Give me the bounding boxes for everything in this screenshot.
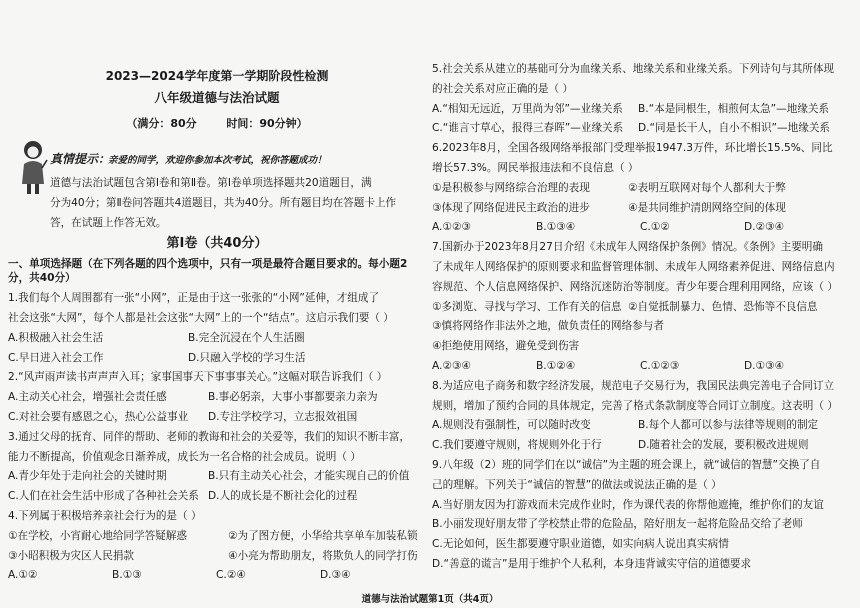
- choice-a: A.①②: [8, 569, 38, 582]
- statement-3: ③小昭积极为灾区人民捐款: [8, 549, 135, 562]
- intro-line: 分为40分；第Ⅱ卷问答题共4道题目，共为40分。所有题目均在答题卡上作: [50, 196, 397, 209]
- question-stem: 的社会关系对应正确的是（ ）: [432, 82, 574, 95]
- full-score: （满分：80分: [126, 117, 197, 130]
- option-c: C.无论如何，医生都要遵守职业道德，如实向病人说出真实病情: [432, 538, 729, 551]
- choice-d: D.②③④: [744, 221, 785, 234]
- option-c: C.早日进入社会工作: [8, 351, 104, 364]
- intro-paragraph: [8, 176, 426, 230]
- option-d: D.随着社会的发展，要积极改进规则: [638, 439, 809, 452]
- option-b: B.完全沉浸在个人生活圈: [188, 331, 305, 344]
- tip-row: [8, 144, 426, 170]
- option-c: C.我们要遵守规则，将规则外化于行: [432, 439, 602, 452]
- question-1: [8, 291, 426, 364]
- choice-b: B.①③: [112, 569, 142, 582]
- statement-1: ①是积极参与网络综合治理的表现: [432, 181, 590, 194]
- statement-4: ④拒绝使用网络，避免受到伤害: [432, 340, 580, 353]
- statement-2: ②表明互联网对每个人都利大于弊: [628, 181, 786, 194]
- option-b: B.小丽发现好朋友带了学校禁止带的危险品，陪好朋友一起将危险品交给了老师: [432, 518, 803, 531]
- choice-row: [8, 568, 426, 582]
- choice-c: C.②④: [216, 569, 246, 582]
- score-time-line: [8, 116, 426, 132]
- choice-row: [432, 220, 852, 234]
- intro-line: 答，在试题上作答无效。: [50, 216, 167, 229]
- question-stem: 5.社会关系从建立的基础可分为血缘关系、地缘关系和业缘关系。下列诗句与其所体现: [432, 63, 835, 75]
- question-stem: 增长57.3%。网民举报违法和不良信息（ ）: [432, 161, 639, 174]
- choice-c: C.①②③: [640, 359, 680, 372]
- choice-d: D.③④: [320, 569, 351, 582]
- option-b: B.“本是同根生，相煎何太急”—地缘关系: [638, 102, 830, 115]
- exam-time: 时间：90分钟）: [226, 117, 308, 130]
- section-instructions: 一、单项选择题（在下列各题的四个选项中，只有一项是最符合题目要求的。每小题2分，共40分）: [8, 258, 408, 285]
- option-b: B.只有主动关心社会，才能实现自己的价值: [208, 470, 410, 483]
- page-footer: 道德与法治试题第1页（共4页）: [361, 594, 499, 605]
- statement-2: ②自觉抵制暴力、色情、恐怖等不良信息: [628, 300, 818, 313]
- question-stem: 9.八年级（2）班的同学们在以“诚信”为主题的班会课上，就“诚信的智慧”交换了自: [432, 458, 821, 471]
- statement-4: ④小亮为帮助朋友，将欺负人的同学打伤: [228, 549, 418, 562]
- question-stem: 1.我们每个人周围都有一张“小网”，正是由于这一张张的“小网”延伸，才组成了: [8, 292, 380, 305]
- option-row: [432, 201, 852, 215]
- statement-3: ③体现了网络促进民主政治的进步: [432, 201, 590, 214]
- question-8: [432, 379, 852, 452]
- choice-a: A.②③④: [432, 359, 471, 372]
- question-stem: 容规范、个人信息网络保护、网络沉迷防治等制度。青少年要合理利用网络，应该（ ）: [432, 280, 838, 293]
- statement-1: ①在学校，小宵耐心地给同学答疑解惑: [8, 529, 187, 542]
- choice-row: [432, 359, 852, 373]
- option-row: [8, 549, 426, 563]
- question-2: [8, 370, 426, 424]
- option-row: [432, 300, 852, 314]
- statement-4: ④是共同维护清朗网络空间的体现: [628, 201, 786, 214]
- question-6: [432, 141, 852, 234]
- tip-text: 亲爱的同学，欢迎你参加本次考试，祝你答题成功！: [108, 155, 327, 166]
- question-stem: 6.2023年8月，全国各级网络举报部门受理举报1947.3万件，环比增长15.5%、同比: [432, 142, 833, 155]
- exam-subtitle: 八年级道德与法治试题: [154, 90, 280, 105]
- question-stem: 社会这张“大网”，每个人都是社会这张“大网”上的一个“结点”。这启示我们要（ ）: [8, 311, 394, 324]
- option-row: [432, 102, 852, 116]
- question-stem: 2.“风声雨声读书声声声入耳；家事国事天下事事事关心。”这幅对联告诉我们（ ）: [8, 371, 388, 384]
- option-row: [432, 181, 852, 195]
- option-a: A.青少年处于走向社会的关键时期: [8, 470, 167, 483]
- option-row: [8, 529, 426, 543]
- option-d: D.“同是长干人，自小不相识”—地缘关系: [638, 122, 830, 135]
- option-a: A.主动关心社会，增强社会责任感: [8, 391, 167, 404]
- choice-a: A.①②③: [432, 221, 471, 234]
- option-c: C.对社会要有感恩之心，热心公益事业: [8, 410, 189, 423]
- choice-b: B.①③④: [536, 221, 576, 234]
- option-b: B.事必躬亲，大事小事都要亲力亲为: [208, 391, 378, 404]
- option-c: C.人们在社会生活中形成了各种社会关系: [8, 490, 199, 503]
- question-stem: 了未成年人网络保护的原则要求和监督管理体制、未成年人网络素养促进、网络信息内: [432, 260, 835, 273]
- student-cartoon-icon: [18, 138, 48, 198]
- option-a: A.积极融入社会生活: [8, 331, 104, 344]
- option-d: D.专注学校学习，立志报效祖国: [208, 410, 358, 423]
- right-column: [432, 62, 852, 577]
- choice-c: C.①②: [640, 221, 670, 234]
- question-4: [8, 509, 426, 582]
- question-stem: 能力不断提高，价值观念日渐养成，成长为一名合格的社会成员。说明（ ）: [8, 450, 361, 463]
- option-row: [8, 489, 426, 503]
- part-one-title: 第Ⅰ卷（共40分）: [166, 236, 268, 252]
- choice-d: D.①③④: [744, 359, 785, 372]
- option-row: [8, 410, 426, 424]
- tip-label: 真情提示：: [50, 152, 111, 166]
- statement-2: ②为了图方便，小华给共享单车加装私锁: [228, 529, 418, 542]
- question-9: [432, 458, 852, 571]
- question-stem: 8.为适应电子商务和数字经济发展，规范电子交易行为，我国民法典完善电子合同订立: [432, 379, 835, 392]
- option-row: [432, 121, 852, 135]
- option-a: A.“相知无远近，万里尚为邻”—业缘关系: [432, 102, 623, 115]
- option-b: B.每个人都可以参与法律等规则的制定: [638, 419, 819, 432]
- option-row: [8, 469, 426, 483]
- option-d: D.人的成长是不断社会化的过程: [208, 490, 358, 503]
- option-a: A.当好朋友因为打游戏而未完成作业时，作为课代表的你帮他遮掩，维护你们的友谊: [432, 498, 824, 511]
- option-a: A.规则没有强制性，可以随时改变: [432, 419, 591, 432]
- left-column: [8, 62, 426, 588]
- question-5: [432, 62, 852, 135]
- question-3: [8, 430, 426, 503]
- choice-b: B.①②④: [536, 359, 576, 372]
- option-row: [432, 418, 852, 432]
- statement-3: ③慎将网络作非法外之地，做负责任的网络参与者: [432, 320, 664, 333]
- exam-title: 2023—2024学年度第一学期阶段性检测: [105, 69, 329, 83]
- question-stem: 4.下列属于积极培养亲社会行为的是（ ）: [8, 509, 202, 522]
- question-stem: 7.国新办于2023年8月27日介绍《未成年人网络保护条例》情况。《条例》主要明确: [432, 241, 823, 254]
- question-stem: 规则，增加了预约合同的具体规定，完善了格式条款制度等合同订立制度。这表明（ ）: [432, 399, 838, 412]
- option-row: [8, 390, 426, 404]
- statement-1: ①多浏览、寻找与学习、工作有关的信息: [432, 300, 622, 313]
- option-row: [8, 351, 426, 365]
- option-d: D.“善意的谎言”是用于维护个人私利，本身违背诚实守信的道德要求: [432, 557, 752, 570]
- question-stem: 3.通过父母的抚育、同伴的帮助、老师的教诲和社会的关爱等，我们的知识不断丰富，: [8, 430, 411, 443]
- question-7: [432, 240, 852, 373]
- option-row: [8, 331, 426, 345]
- option-d: D.只融入学校的学习生活: [188, 351, 306, 364]
- option-row: [432, 438, 852, 452]
- question-stem: 己的理解。下列关于“诚信的智慧”的做法或说法正确的是（ ）: [432, 478, 722, 491]
- option-c: C.“谁言寸草心，报得三春晖”—业缘关系: [432, 122, 624, 135]
- intro-line: 道德与法治试题包含第Ⅰ卷和第Ⅱ卷。第Ⅰ卷单项选择题共20道题目，满: [50, 177, 372, 189]
